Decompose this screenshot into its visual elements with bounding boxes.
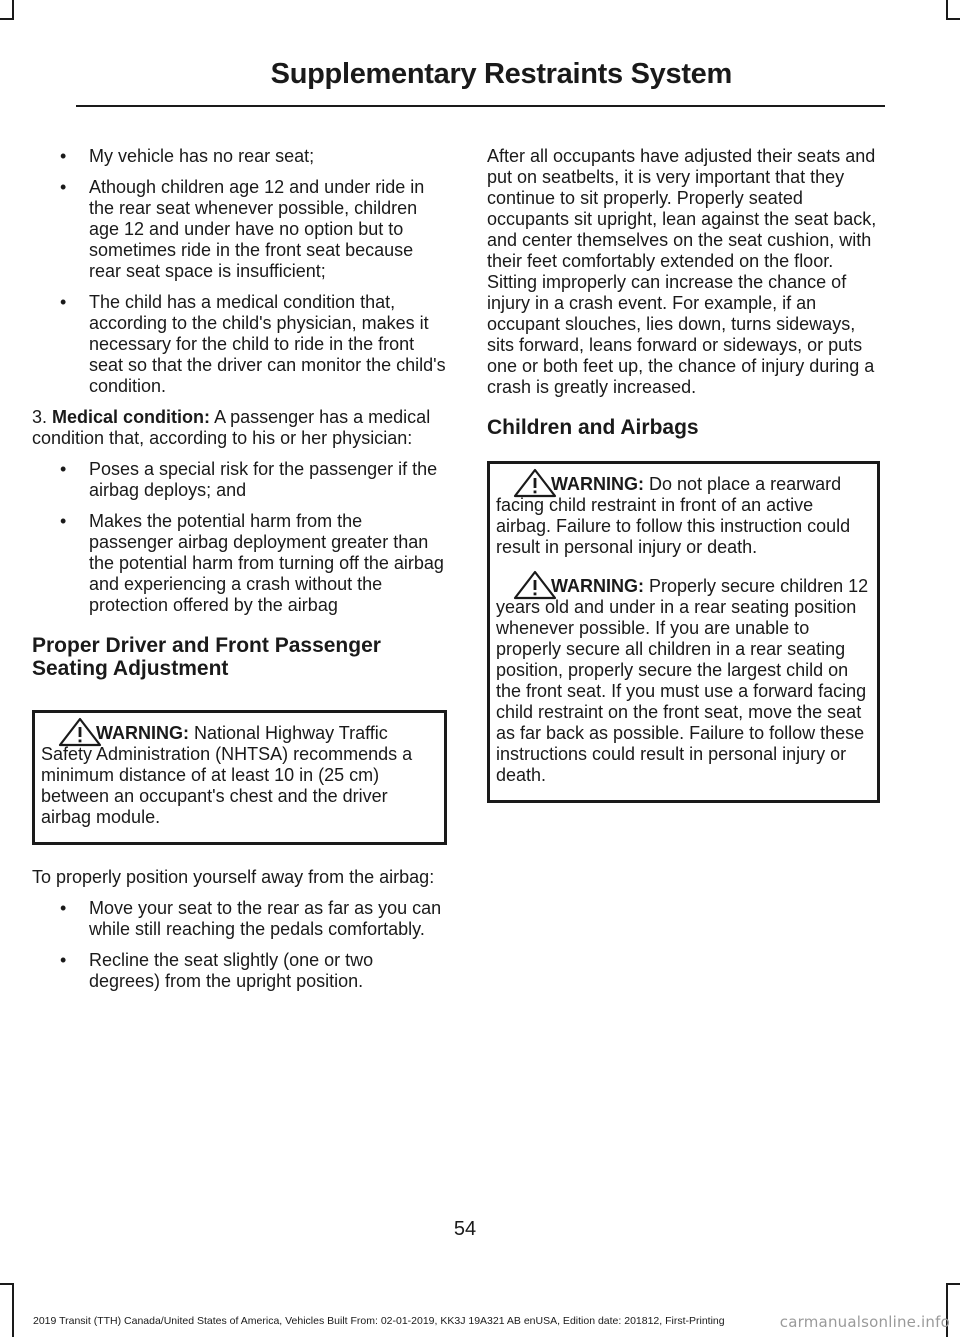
paragraph: To properly position yourself away from the airbag: bbox=[32, 867, 435, 887]
list-item: • Recline the seat slightly (one or two degrees) from the upright position. bbox=[32, 950, 447, 992]
warning-item bbox=[41, 723, 438, 828]
page-number: 54 bbox=[453, 1218, 477, 1240]
section-heading: Proper Driver and Front Passenger Seating Adjustment bbox=[32, 634, 381, 680]
right-column bbox=[487, 146, 880, 825]
page-title: Supplementary Restraints System bbox=[270, 58, 732, 90]
watermark: carmanualsonline.info bbox=[779, 1313, 950, 1331]
paragraph: After all occupants have adjusted their seats and put on seatbelts, it is very important that they continue to sit properly. Properly seated occupants sit upright, lean against the seat back, and center themselves on the seat cushion, with their feet comfortably extended on the floor. Sitting improperly can increase the chance of injury in a crash event. For example, if an occupant slouches, lies down, turns sideways, sits forward, leans forward or sideways, or puts one or both feet up, the chance of injury during a crash is greatly increased. bbox=[487, 146, 877, 397]
item-number: 3. bbox=[32, 407, 48, 427]
warning-text bbox=[496, 576, 871, 786]
crop-mark bbox=[0, 1283, 14, 1285]
list-item: • My vehicle has no rear seat; bbox=[32, 146, 447, 167]
crop-mark bbox=[946, 0, 948, 20]
left-column bbox=[32, 146, 447, 1002]
warning-triangle-icon bbox=[57, 717, 103, 747]
list-item: • Makes the potential harm from the passenger airbag deployment greater than the potential harm from turning off the airbag and experiencing a crash without the protection offered by the airbag bbox=[32, 511, 447, 616]
list-item: • Athough children age 12 and under ride in the rear seat whenever possible, children age 12 and under have no option but to sometimes ride in the front seat because rear seat space is insufficient; bbox=[32, 177, 447, 282]
warning-box bbox=[487, 461, 880, 803]
bullet-list bbox=[32, 898, 447, 992]
list-item: • The child has a medical condition that, according to the child's physician, makes it necessary for the child to ride in the front seat so that the driver can monitor the child's condition. bbox=[32, 292, 447, 397]
bullet-list bbox=[32, 459, 447, 616]
warning-label: WARNING: bbox=[96, 723, 189, 743]
warning-body: Do not place a rearward facing child restraint in front of an active airbag. Failure to follow this instruction could result in personal injury or death. bbox=[496, 474, 851, 557]
crop-mark bbox=[12, 0, 14, 20]
footer-text: 2019 Transit (TTH) Canada/United States of America, Vehicles Built From: 02-01-2019, KK3J 19A321 AB enUSA, Edition date: 201812, First-Printing bbox=[33, 1315, 725, 1327]
header-divider bbox=[76, 105, 885, 107]
list-item: • Move your seat to the rear as far as you can while still reaching the pedals comfortably. bbox=[32, 898, 447, 940]
warning-label: WARNING: bbox=[551, 474, 644, 494]
medical-condition-paragraph bbox=[32, 407, 447, 449]
bullet-list bbox=[32, 146, 447, 397]
warning-box bbox=[32, 710, 447, 845]
warning-item bbox=[496, 576, 871, 786]
warning-triangle-icon bbox=[512, 570, 558, 600]
crop-mark bbox=[0, 18, 14, 20]
warning-body: National Highway Traffic Safety Administration (NHTSA) recommends a minimum distance of at least 10 in (25 cm) between an occupant's chest and the driver airbag module. bbox=[41, 723, 413, 827]
medical-condition-text: A passenger has a medical condition that, according to his or her physician: bbox=[32, 407, 431, 448]
list-item: • Poses a special risk for the passenger if the airbag deploys; and bbox=[32, 459, 447, 501]
warning-item bbox=[496, 474, 871, 558]
warning-label: WARNING: bbox=[551, 576, 644, 596]
crop-mark bbox=[946, 1283, 960, 1285]
crop-mark bbox=[946, 18, 960, 20]
warning-body: Properly secure children 12 years old and under in a rear seating position whenever possible. If you are unable to properly secure all children in a rear seating position, properly secure the largest child on the front seat. If you must use a forward facing child restraint on the front seat, move the seat as far back as possible. Failure to follow these instructions could result in personal injury or death. bbox=[496, 576, 869, 785]
medical-condition-label: Medical condition: bbox=[52, 407, 211, 427]
crop-mark bbox=[12, 1283, 14, 1337]
warning-triangle-icon bbox=[512, 468, 558, 498]
section-heading: Children and Airbags bbox=[487, 416, 699, 439]
